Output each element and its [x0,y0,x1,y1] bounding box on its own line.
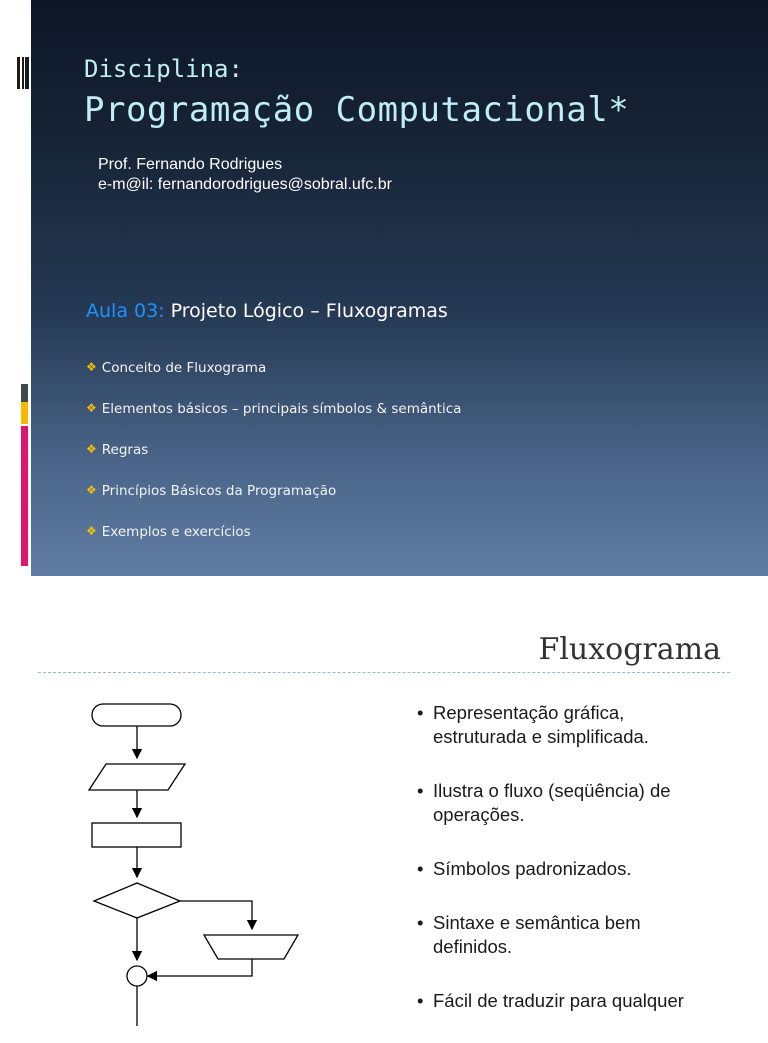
discipline-label: Disciplina: [84,55,243,83]
accent-bar-pink [21,426,28,566]
bullet-item [417,779,684,827]
title-divider [38,672,730,673]
diamond-bullet-icon: ❖ [86,483,97,497]
decision-symbol [94,883,180,918]
input-output-symbol [89,764,185,790]
topic-item: ❖ Elementos básicos – principais símbolos & semântica [86,401,462,417]
lesson-heading [86,300,448,322]
topic-item: ❖ Exemplos e exercícios [86,524,251,540]
accent-bar-gray [21,384,28,402]
connector-symbol [127,966,147,986]
bullet-text: Símbolos padronizados. [433,858,632,879]
bullet-item [417,857,684,881]
flow-arrow [180,901,252,929]
bullet-text: Sintaxe e semântica bem definidos. [433,912,641,957]
bullet-text: Ilustra o fluxo (seqüência) de operações. [433,780,671,825]
manual-operation-symbol [204,935,298,959]
professor-info [98,155,392,195]
bullet-text: Representação gráfica, estruturada e simplificada. [433,702,649,747]
diamond-bullet-icon: ❖ [86,524,97,538]
professor-name: Prof. Fernando Rodrigues [98,156,283,173]
diamond-bullet-icon: ❖ [86,401,97,415]
flowchart-diagram [80,696,320,1026]
lesson-number: Aula 03: [86,300,165,322]
topic-item: ❖ Princípios Básicos da Programação [86,483,337,499]
bullet-item [417,701,684,749]
topic-list [86,358,461,563]
slide-title: Fluxograma [538,632,721,667]
accent-bar-yellow [21,402,28,424]
terminal-symbol [92,704,181,726]
process-symbol [92,823,181,847]
topic-item: ❖ Conceito de Fluxograma [86,360,267,376]
left-decorative-strip [0,0,31,576]
diamond-bullet-icon: ❖ [86,442,97,456]
professor-email: e-m@il: fernandorodrigues@sobral.ufc.br [98,176,392,193]
course-title: Programação Computacional* [84,90,630,130]
bullet-text: Fácil de traduzir para qualquer [433,990,684,1011]
bullet-item [417,989,684,1013]
flowchart-slide [0,576,768,1024]
feature-bullet-list [417,701,684,1043]
flow-arrow [148,959,252,976]
bullet-item [417,911,684,959]
topic-item: ❖ Regras [86,442,149,458]
diamond-bullet-icon: ❖ [86,360,97,374]
lesson-title: Projeto Lógico – Fluxogramas [170,300,448,322]
barcode-decoration-icon [17,57,31,89]
